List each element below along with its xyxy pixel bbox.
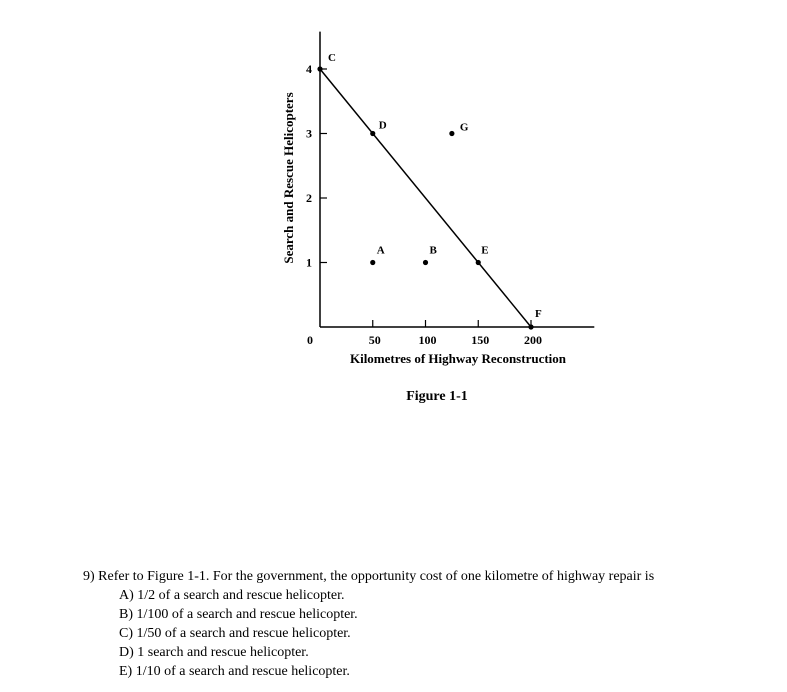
question-block	[83, 567, 654, 681]
point-e	[476, 260, 481, 265]
y-tick-label: 3	[306, 126, 312, 141]
option-b: B) 1/100 of a search and rescue helicopter.	[119, 607, 358, 622]
point-a	[370, 260, 375, 265]
y-tick-label: 2	[306, 191, 312, 205]
origin-label: 0	[307, 333, 313, 347]
point-c	[317, 66, 322, 71]
point-b	[423, 260, 428, 265]
point-label-g: G	[459, 121, 469, 134]
option-c: C) 1/50 of a search and rescue helicopter.	[119, 626, 351, 641]
point-label-e: E	[481, 244, 489, 257]
x-tick-label: 150	[471, 333, 490, 347]
point-d	[370, 131, 375, 136]
question-stem: 9) Refer to Figure 1-1. For the government, the opportunity cost of one kilometre of highway repair is	[83, 569, 655, 584]
figure-caption: Figure 1-1	[406, 389, 468, 404]
point-f	[528, 324, 533, 329]
ppf-line	[320, 69, 531, 327]
option-d: D) 1 search and rescue helicopter.	[119, 645, 309, 660]
x-tick-label: 100	[418, 333, 437, 347]
y-tick-label: 4	[306, 62, 312, 76]
point-label-d: D	[378, 119, 387, 132]
answer-options	[83, 586, 654, 681]
point-label-a: A	[376, 244, 385, 257]
point-g	[449, 131, 454, 136]
option-a: A) 1/2 of a search and rescue helicopter.	[119, 588, 345, 603]
x-tick-label: 50	[368, 333, 381, 347]
point-label-f: F	[535, 308, 542, 320]
y-tick-label: 1	[306, 255, 312, 270]
x-axis-title: Kilometres of Highway Reconstruction	[349, 351, 567, 366]
x-tick-label: 200	[524, 333, 542, 347]
point-label-c: C	[328, 52, 336, 64]
y-axis-title: Search and Rescue Helicopters	[281, 92, 296, 264]
option-e: E) 1/10 of a search and rescue helicopter.	[119, 664, 350, 679]
point-label-b: B	[429, 244, 437, 257]
